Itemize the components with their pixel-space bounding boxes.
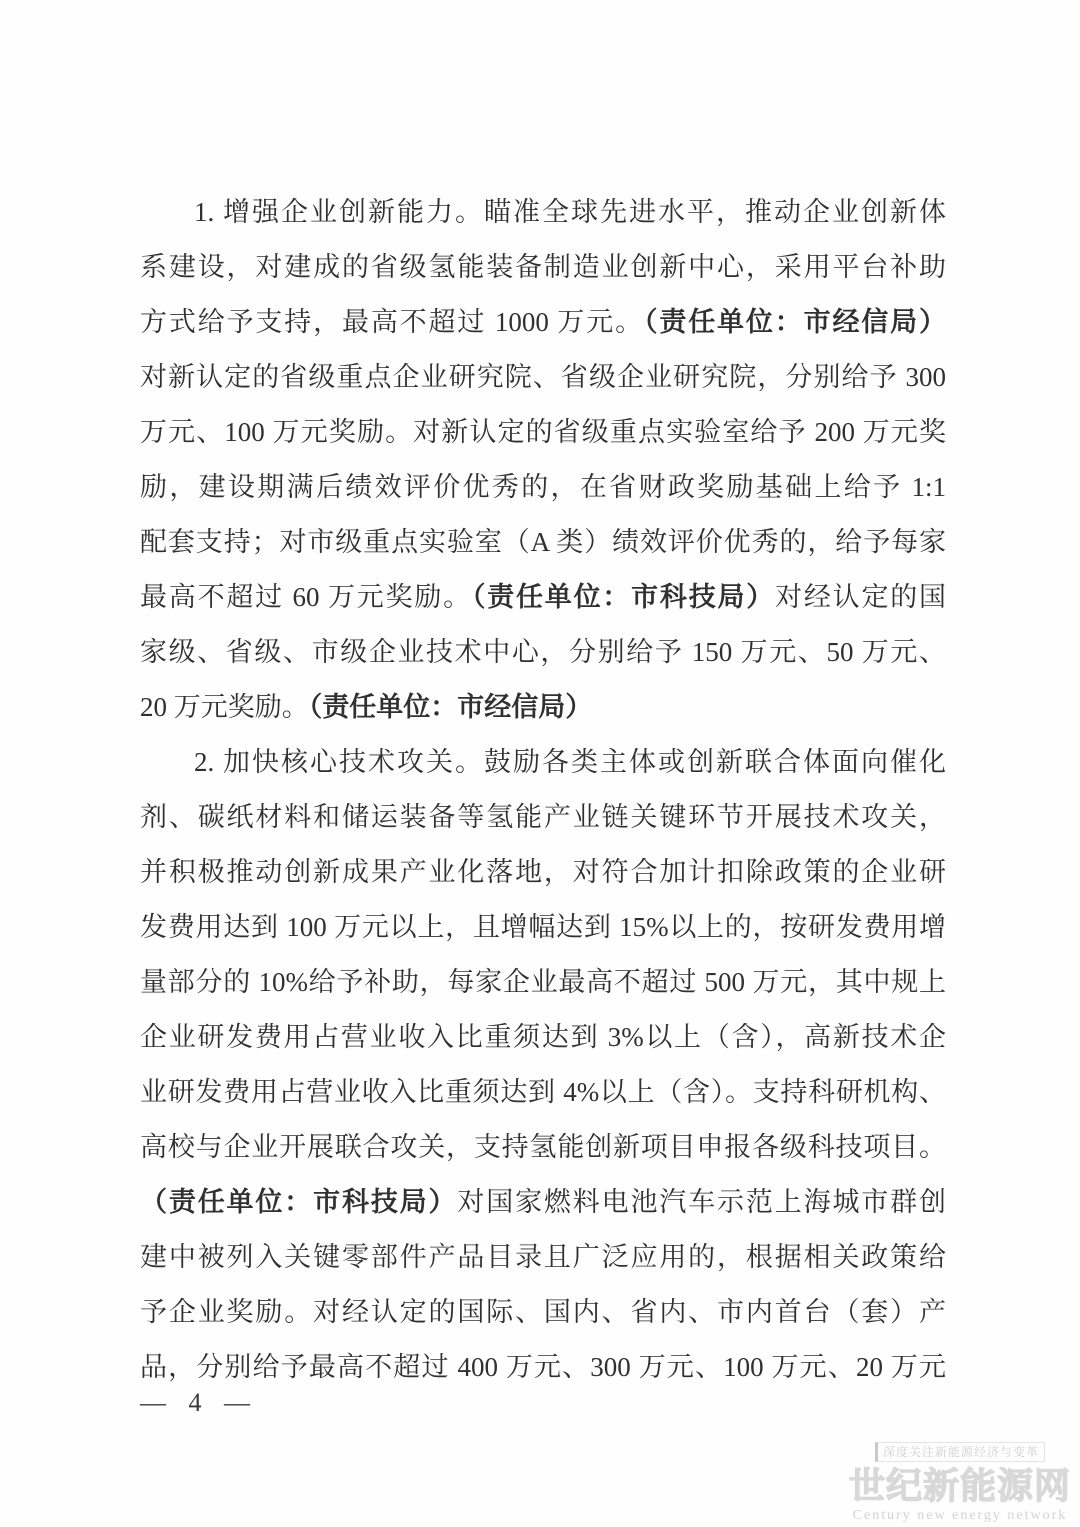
text-line — [140, 1065, 946, 1120]
body-text: 方式给予支持，最高不超过 1000 万元。 — [140, 307, 644, 337]
text-line — [140, 1340, 946, 1395]
text-line — [140, 955, 946, 1010]
body-text: 并积极推动创新成果产业化落地，对符合加计扣除政策的企业研 — [140, 857, 946, 887]
text-line — [140, 350, 946, 405]
body-text: 系建设，对建成的省级氢能装备制造业创新中心，采用平台补助 — [140, 252, 946, 282]
text-line — [140, 570, 946, 625]
body-text: 予企业奖励。对经认定的国际、国内、省内、市内首台（套）产 — [140, 1297, 946, 1327]
body-text: 发费用达到 100 万元以上，且增幅达到 15%以上的，按研发费用增 — [140, 912, 946, 942]
body-text: 品，分别给予最高不超过 400 万元、300 万元、100 万元、20 万元 — [140, 1352, 946, 1382]
document-lines — [140, 185, 946, 1395]
body-text: 励，建设期满后绩效评价优秀的，在省财政奖励基础上给予 1:1 — [140, 472, 946, 502]
responsible-unit-text: （责任单位：市经信局） — [308, 692, 593, 722]
responsible-unit-text: （责任单位：市经信局） — [643, 307, 947, 337]
body-text: 最高不超过 60 万元奖励。 — [140, 582, 472, 612]
body-text: 高校与企业开展联合攻关，支持氢能创新项目申报各级科技项目。 — [140, 1132, 946, 1162]
responsible-unit-text: （责任单位：市科技局） — [471, 582, 776, 612]
watermark — [846, 1442, 1074, 1524]
body-text: 量部分的 10%给予补助，每家企业最高不超过 500 万元，其中规上 — [140, 967, 946, 997]
body-text: 万元、100 万元奖励。对新认定的省级重点实验室给予 200 万元奖 — [140, 417, 946, 447]
watermark-brand-logo: 世纪新能源网 — [848, 1466, 1071, 1506]
text-line — [140, 1230, 946, 1285]
responsible-unit-text: （责任单位：市科技局） — [140, 1187, 458, 1217]
body-text: 剂、碳纸材料和储运装备等氢能产业链关键环节开展技术攻关， — [140, 802, 946, 832]
text-line — [140, 625, 946, 680]
text-line — [140, 1010, 946, 1065]
text-line — [140, 185, 946, 240]
text-line — [140, 735, 946, 790]
body-text: 2. 加快核心技术攻关。鼓励各类主体或创新联合体面向催化 — [194, 747, 946, 777]
text-line — [140, 1120, 946, 1175]
body-text: 对新认定的省级重点企业研究院、省级企业研究院，分别给予 300 — [140, 362, 946, 392]
text-line — [140, 900, 946, 955]
text-line — [140, 1285, 946, 1340]
text-line — [140, 845, 946, 900]
text-line — [140, 295, 946, 350]
body-text: 配套支持；对市级重点实验室（A 类）绩效评价优秀的，给予每家 — [140, 527, 946, 557]
text-line — [140, 515, 946, 570]
body-text: 1. 增强企业创新能力。瞄准全球先进水平，推动企业创新体 — [194, 197, 946, 227]
text-line — [140, 680, 946, 735]
body-text: 家级、省级、市级企业技术中心，分别给予 150 万元、50 万元、 — [140, 637, 946, 667]
text-line — [140, 1175, 946, 1230]
text-line — [140, 790, 946, 845]
body-text: 20 万元奖励。 — [140, 692, 309, 722]
page-number: — 4 — — [140, 1388, 258, 1417]
watermark-subtitle: Century new energy network — [852, 1508, 1068, 1523]
text-line — [140, 460, 946, 515]
text-line — [140, 405, 946, 460]
body-text: 建中被列入关键零部件产品目录且广泛应用的，根据相关政策给 — [140, 1242, 946, 1272]
watermark-slogan: 深度关注新能源经济与变革 — [875, 1442, 1045, 1462]
body-text: 企业研发费用占营业收入比重须达到 3%以上（含），高新技术企 — [140, 1022, 946, 1052]
body-text: 业研发费用占营业收入比重须达到 4%以上（含）。支持科研机构、 — [140, 1077, 946, 1107]
body-text: 对经认定的国 — [775, 582, 947, 612]
text-line — [140, 240, 946, 295]
body-text: 对国家燃料电池汽车示范上海城市群创 — [457, 1187, 947, 1217]
